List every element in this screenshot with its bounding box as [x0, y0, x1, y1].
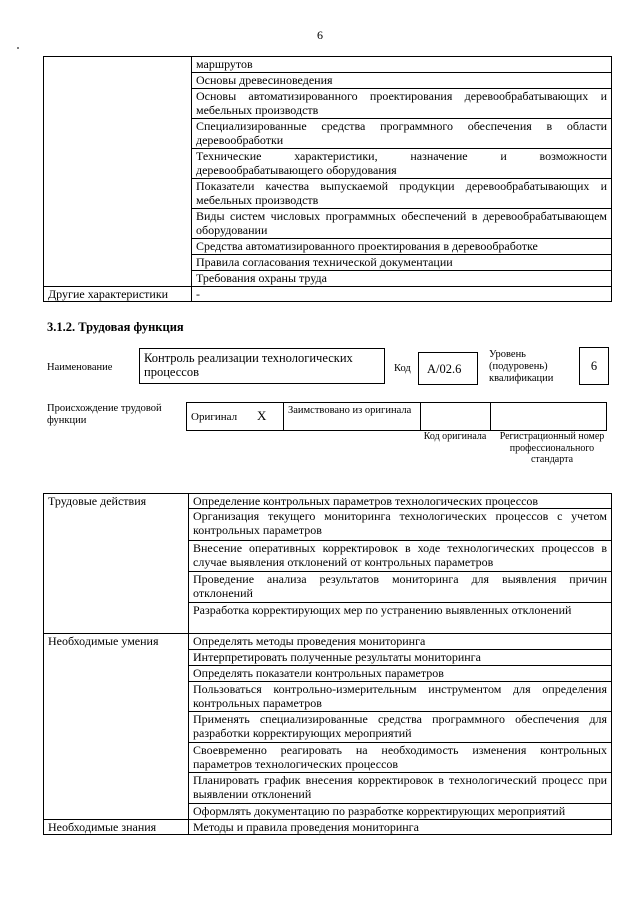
- top-table-label-cell: [44, 57, 192, 287]
- function-name-box: Контроль реализации технологических процессов: [139, 348, 385, 384]
- labor-action: Организация текущего мониторинга технологических процессов с учетом контрольных параметров: [189, 509, 612, 541]
- origin-code-cell: [421, 403, 491, 431]
- labor-actions-label: Трудовые действия: [44, 494, 189, 634]
- skill-item: Своевременно реагировать на необходимость изменения контрольных параметров технологических процессов: [189, 743, 612, 773]
- origin-label: Происхождение трудовой функции: [47, 403, 162, 426]
- section-title: 3.1.2. Трудовая функция: [47, 320, 184, 334]
- knowledge-row: Технические характеристики, назначение и возможности деревообрабатывающего оборудования: [192, 149, 612, 179]
- code-original-caption: Код оригинала: [423, 431, 487, 442]
- skill-item: Определять методы проведения мониторинга: [189, 634, 612, 650]
- other-characteristics-label: Другие характеристики: [44, 287, 192, 302]
- origin-table: [186, 402, 607, 431]
- original-cell: [187, 403, 284, 431]
- skill-item: Планировать график внесения корректировок в технологический процесс при выявлении отклонений: [189, 773, 612, 804]
- knowledge-row: Виды систем числовых программных обеспечений в деревообрабатывающем оборудовании: [192, 209, 612, 239]
- labor-action: Разработка корректирующих мер по устранению выявленных отклонений: [189, 603, 612, 634]
- skill-item: Интерпретировать полученные результаты мониторинга: [189, 650, 612, 666]
- skill-item: Применять специализированные средства программного обеспечения для разработки корректирующих мероприятий: [189, 712, 612, 743]
- skill-item: Оформлять документацию по разработке корректирующих мероприятий: [189, 804, 612, 820]
- labor-action: Определение контрольных параметров технологических процессов: [189, 494, 612, 509]
- function-details-table: [43, 493, 612, 835]
- top-knowledge-table: [43, 56, 612, 302]
- function-code-box: А/02.6: [418, 352, 478, 385]
- knowledge-row: маршрутов: [192, 57, 612, 73]
- original-label: Оригинал: [191, 410, 238, 423]
- skill-item: Определять показатели контрольных параметров: [189, 666, 612, 682]
- required-knowledge-label: Необходимые знания: [44, 820, 189, 835]
- original-mark: X: [257, 408, 267, 423]
- level-label: Уровень (подуровень) квалификации: [489, 349, 554, 384]
- knowledge-row: Основы древесиноведения: [192, 73, 612, 89]
- knowledge-row: Основы автоматизированного проектирования деревообрабатывающих и мебельных производств: [192, 89, 612, 119]
- skill-item: Пользоваться контрольно-измерительным инструментом для определения контрольных параметров: [189, 682, 612, 712]
- reg-number-caption: Регистрационный номер профессионального стандарта: [499, 431, 605, 465]
- knowledge-row: Правила согласования технической документации: [192, 255, 612, 271]
- knowledge-row: Требования охраны труда: [192, 271, 612, 287]
- other-characteristics-value: -: [192, 287, 612, 302]
- required-skills-label: Необходимые умения: [44, 634, 189, 820]
- labor-action: Внесение оперативных корректировок в ходе технологических процессов в случае выявления отклонений от контрольных параметров: [189, 541, 612, 572]
- code-label: Код: [394, 363, 411, 374]
- borrowed-label: Заимствовано из оригинала: [284, 403, 421, 431]
- function-level-box: 6: [579, 347, 609, 385]
- knowledge-item: Методы и правила проведения мониторинга: [189, 820, 612, 835]
- labor-action: Проведение анализа результатов мониторинга для выявления причин отклонений: [189, 572, 612, 603]
- name-label: Наименование: [47, 362, 113, 373]
- knowledge-row: Средства автоматизированного проектирования в деревообработке: [192, 239, 612, 255]
- knowledge-row: Показатели качества выпускаемой продукции деревообрабатывающих и мебельных производств: [192, 179, 612, 209]
- scan-speck: [17, 47, 19, 49]
- page-number: 6: [317, 28, 323, 42]
- knowledge-row: Специализированные средства программного обеспечения в области деревообработки: [192, 119, 612, 149]
- origin-reg-number-cell: [491, 403, 607, 431]
